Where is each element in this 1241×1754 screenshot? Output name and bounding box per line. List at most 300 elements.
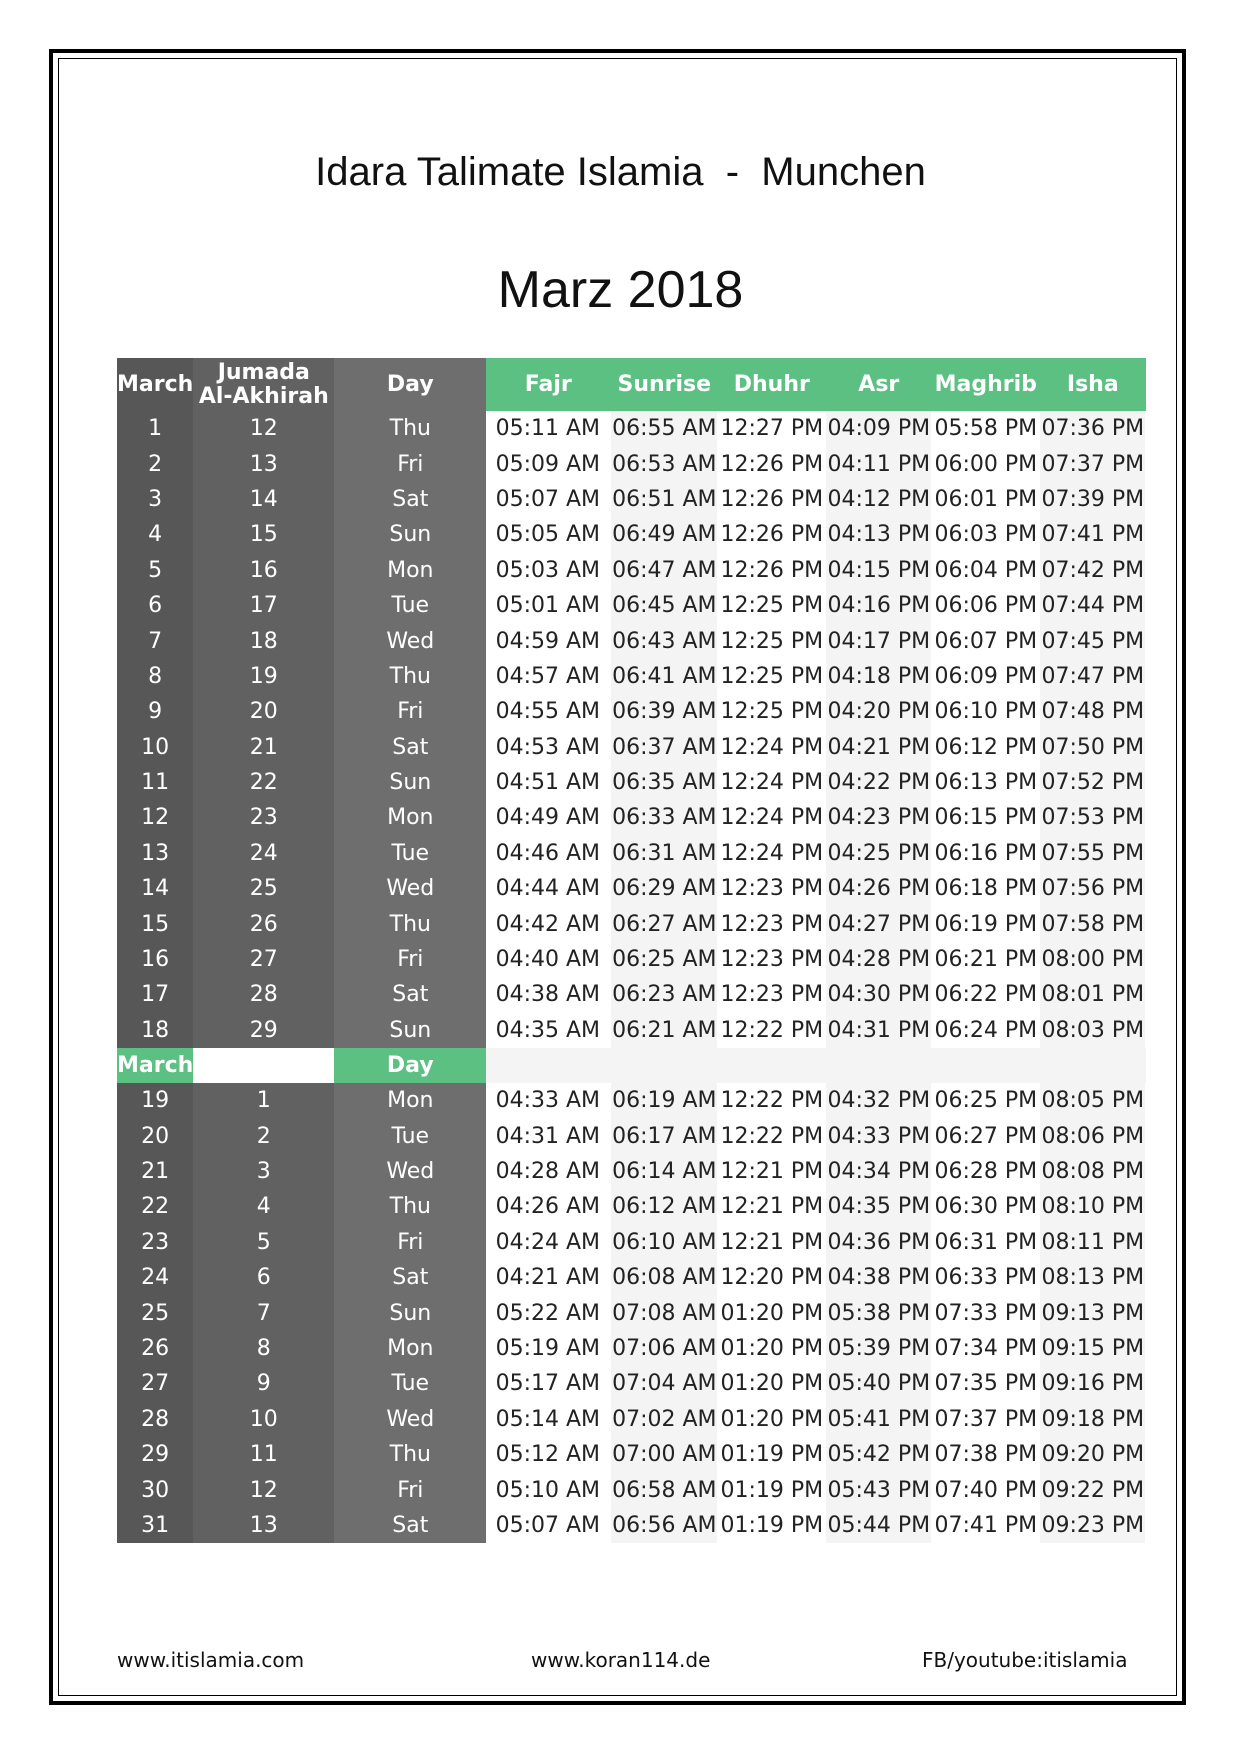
table-row xyxy=(117,1437,1146,1472)
cell-gregorian-date: 9 xyxy=(117,694,193,729)
table-subheader-row xyxy=(117,1048,1146,1083)
cell-hijri-date: 15 xyxy=(193,517,334,552)
cell-hijri-date: 18 xyxy=(193,623,334,658)
cell-fajr-time: 04:46 AM xyxy=(486,836,610,871)
cell-isha-time: 07:41 PM xyxy=(1039,517,1146,552)
cell-gregorian-date: 19 xyxy=(117,1083,193,1118)
cell-hijri-date: 3 xyxy=(193,1154,334,1189)
cell-isha-time: 08:11 PM xyxy=(1039,1225,1146,1260)
cell-maghrib-time: 07:38 PM xyxy=(932,1437,1039,1472)
table-row xyxy=(117,1331,1146,1366)
cell-fajr-time: 04:38 AM xyxy=(486,977,610,1012)
cell-gregorian-date: 25 xyxy=(117,1295,193,1330)
header-asr: Asr xyxy=(825,358,932,411)
cell-weekday: Tue xyxy=(334,588,486,623)
cell-asr-time: 04:18 PM xyxy=(825,659,932,694)
table-subheader xyxy=(117,1048,1146,1083)
table-row xyxy=(117,1225,1146,1260)
table-row xyxy=(117,588,1146,623)
cell-asr-time: 05:44 PM xyxy=(825,1508,932,1543)
table-row xyxy=(117,553,1146,588)
cell-isha-time: 07:45 PM xyxy=(1039,623,1146,658)
cell-gregorian-date: 11 xyxy=(117,765,193,800)
cell-dhuhr-time: 12:24 PM xyxy=(718,765,825,800)
cell-hijri-date: 19 xyxy=(193,659,334,694)
cell-hijri-date: 26 xyxy=(193,906,334,941)
cell-dhuhr-time: 12:23 PM xyxy=(718,942,825,977)
cell-sunrise-time: 07:06 AM xyxy=(610,1331,718,1366)
cell-hijri-date: 13 xyxy=(193,1508,334,1543)
cell-dhuhr-time: 12:23 PM xyxy=(718,977,825,1012)
subheader-day: Day xyxy=(334,1048,486,1083)
cell-weekday: Thu xyxy=(334,659,486,694)
subheader-blank xyxy=(825,1048,932,1083)
cell-maghrib-time: 06:03 PM xyxy=(932,517,1039,552)
cell-dhuhr-time: 12:27 PM xyxy=(718,411,825,446)
cell-maghrib-time: 07:40 PM xyxy=(932,1472,1039,1507)
cell-asr-time: 04:36 PM xyxy=(825,1225,932,1260)
cell-dhuhr-time: 12:23 PM xyxy=(718,906,825,941)
table-row xyxy=(117,623,1146,658)
cell-sunrise-time: 06:37 AM xyxy=(610,730,718,765)
cell-gregorian-date: 5 xyxy=(117,553,193,588)
header-day: Day xyxy=(334,358,486,411)
cell-dhuhr-time: 01:20 PM xyxy=(718,1295,825,1330)
table-row xyxy=(117,1366,1146,1401)
cell-maghrib-time: 06:19 PM xyxy=(932,906,1039,941)
table-row xyxy=(117,1508,1146,1543)
cell-maghrib-time: 06:28 PM xyxy=(932,1154,1039,1189)
organization-title: Idara Talimate Islamia - Munchen xyxy=(315,150,926,194)
cell-weekday: Sun xyxy=(334,765,486,800)
cell-sunrise-time: 06:31 AM xyxy=(610,836,718,871)
cell-dhuhr-time: 12:25 PM xyxy=(718,588,825,623)
cell-gregorian-date: 28 xyxy=(117,1402,193,1437)
cell-fajr-time: 04:24 AM xyxy=(486,1225,610,1260)
cell-gregorian-date: 1 xyxy=(117,411,193,446)
table-row xyxy=(117,1472,1146,1507)
cell-maghrib-time: 06:06 PM xyxy=(932,588,1039,623)
cell-isha-time: 07:47 PM xyxy=(1039,659,1146,694)
cell-gregorian-date: 4 xyxy=(117,517,193,552)
cell-dhuhr-time: 01:19 PM xyxy=(718,1437,825,1472)
cell-dhuhr-time: 12:26 PM xyxy=(718,446,825,481)
cell-asr-time: 04:33 PM xyxy=(825,1118,932,1153)
cell-sunrise-time: 06:10 AM xyxy=(610,1225,718,1260)
cell-gregorian-date: 30 xyxy=(117,1472,193,1507)
cell-fajr-time: 04:33 AM xyxy=(486,1083,610,1118)
subheader-blank xyxy=(718,1048,825,1083)
cell-isha-time: 07:39 PM xyxy=(1039,482,1146,517)
cell-weekday: Wed xyxy=(334,1402,486,1437)
cell-sunrise-time: 07:04 AM xyxy=(610,1366,718,1401)
cell-sunrise-time: 06:23 AM xyxy=(610,977,718,1012)
cell-hijri-date: 7 xyxy=(193,1295,334,1330)
cell-dhuhr-time: 12:22 PM xyxy=(718,1083,825,1118)
cell-isha-time: 09:15 PM xyxy=(1039,1331,1146,1366)
cell-dhuhr-time: 12:25 PM xyxy=(718,694,825,729)
cell-sunrise-time: 06:58 AM xyxy=(610,1472,718,1507)
cell-weekday: Thu xyxy=(334,1189,486,1224)
cell-maghrib-time: 06:22 PM xyxy=(932,977,1039,1012)
table-row xyxy=(117,694,1146,729)
cell-isha-time: 09:20 PM xyxy=(1039,1437,1146,1472)
cell-asr-time: 04:13 PM xyxy=(825,517,932,552)
footer-website-left: www.itislamia.com xyxy=(117,1648,305,1672)
cell-weekday: Mon xyxy=(334,1083,486,1118)
cell-fajr-time: 04:40 AM xyxy=(486,942,610,977)
cell-dhuhr-time: 12:21 PM xyxy=(718,1154,825,1189)
cell-asr-time: 05:41 PM xyxy=(825,1402,932,1437)
cell-asr-time: 04:16 PM xyxy=(825,588,932,623)
subheader-blank xyxy=(486,1048,610,1083)
subheader-blank xyxy=(932,1048,1039,1083)
cell-weekday: Tue xyxy=(334,1366,486,1401)
footer-website-center: www.koran114.de xyxy=(531,1648,711,1672)
cell-maghrib-time: 06:18 PM xyxy=(932,871,1039,906)
cell-weekday: Fri xyxy=(334,446,486,481)
cell-asr-time: 04:38 PM xyxy=(825,1260,932,1295)
table-row xyxy=(117,942,1146,977)
cell-sunrise-time: 06:19 AM xyxy=(610,1083,718,1118)
subheader-blank xyxy=(610,1048,718,1083)
cell-gregorian-date: 7 xyxy=(117,623,193,658)
cell-hijri-date: 2 xyxy=(193,1118,334,1153)
cell-gregorian-date: 13 xyxy=(117,836,193,871)
table-row xyxy=(117,1118,1146,1153)
cell-fajr-time: 04:59 AM xyxy=(486,623,610,658)
cell-sunrise-time: 07:00 AM xyxy=(610,1437,718,1472)
cell-fajr-time: 05:17 AM xyxy=(486,1366,610,1401)
cell-isha-time: 08:05 PM xyxy=(1039,1083,1146,1118)
cell-asr-time: 04:11 PM xyxy=(825,446,932,481)
cell-fajr-time: 04:21 AM xyxy=(486,1260,610,1295)
cell-maghrib-time: 07:37 PM xyxy=(932,1402,1039,1437)
cell-hijri-date: 4 xyxy=(193,1189,334,1224)
cell-sunrise-time: 07:02 AM xyxy=(610,1402,718,1437)
cell-fajr-time: 04:51 AM xyxy=(486,765,610,800)
cell-fajr-time: 04:42 AM xyxy=(486,906,610,941)
cell-dhuhr-time: 01:19 PM xyxy=(718,1472,825,1507)
header-gregorian-month: March xyxy=(117,358,193,411)
cell-gregorian-date: 31 xyxy=(117,1508,193,1543)
table-row xyxy=(117,906,1146,941)
table-row xyxy=(117,1260,1146,1295)
cell-weekday: Wed xyxy=(334,623,486,658)
cell-hijri-date: 6 xyxy=(193,1260,334,1295)
table-row xyxy=(117,446,1146,481)
cell-hijri-date: 12 xyxy=(193,1472,334,1507)
cell-sunrise-time: 06:35 AM xyxy=(610,765,718,800)
cell-weekday: Fri xyxy=(334,1472,486,1507)
cell-sunrise-time: 07:08 AM xyxy=(610,1295,718,1330)
cell-dhuhr-time: 01:19 PM xyxy=(718,1508,825,1543)
cell-dhuhr-time: 12:21 PM xyxy=(718,1189,825,1224)
cell-sunrise-time: 06:47 AM xyxy=(610,553,718,588)
cell-isha-time: 07:50 PM xyxy=(1039,730,1146,765)
cell-hijri-date: 16 xyxy=(193,553,334,588)
cell-gregorian-date: 15 xyxy=(117,906,193,941)
cell-weekday: Sat xyxy=(334,730,486,765)
header-dhuhr: Dhuhr xyxy=(718,358,825,411)
cell-dhuhr-time: 12:25 PM xyxy=(718,659,825,694)
cell-hijri-date: 13 xyxy=(193,446,334,481)
cell-isha-time: 09:18 PM xyxy=(1039,1402,1146,1437)
table-row xyxy=(117,800,1146,835)
cell-asr-time: 04:28 PM xyxy=(825,942,932,977)
cell-maghrib-time: 07:33 PM xyxy=(932,1295,1039,1330)
cell-hijri-date: 22 xyxy=(193,765,334,800)
cell-hijri-date: 23 xyxy=(193,800,334,835)
table-row xyxy=(117,411,1146,446)
table-row xyxy=(117,765,1146,800)
cell-weekday: Sun xyxy=(334,517,486,552)
cell-isha-time: 07:58 PM xyxy=(1039,906,1146,941)
header-isha: Isha xyxy=(1039,358,1146,411)
cell-hijri-date: 20 xyxy=(193,694,334,729)
cell-maghrib-time: 06:12 PM xyxy=(932,730,1039,765)
cell-gregorian-date: 20 xyxy=(117,1118,193,1153)
cell-maghrib-time: 07:41 PM xyxy=(932,1508,1039,1543)
table-row xyxy=(117,977,1146,1012)
cell-fajr-time: 04:35 AM xyxy=(486,1013,610,1048)
cell-asr-time: 04:21 PM xyxy=(825,730,932,765)
cell-asr-time: 04:34 PM xyxy=(825,1154,932,1189)
cell-dhuhr-time: 12:22 PM xyxy=(718,1118,825,1153)
cell-maghrib-time: 06:31 PM xyxy=(932,1225,1039,1260)
cell-gregorian-date: 23 xyxy=(117,1225,193,1260)
cell-asr-time: 04:32 PM xyxy=(825,1083,932,1118)
cell-fajr-time: 05:05 AM xyxy=(486,517,610,552)
cell-sunrise-time: 06:14 AM xyxy=(610,1154,718,1189)
table-row xyxy=(117,1083,1146,1118)
cell-asr-time: 04:31 PM xyxy=(825,1013,932,1048)
table-row xyxy=(117,659,1146,694)
cell-fajr-time: 05:19 AM xyxy=(486,1331,610,1366)
cell-weekday: Mon xyxy=(334,553,486,588)
cell-fajr-time: 05:07 AM xyxy=(486,1508,610,1543)
cell-hijri-date: 25 xyxy=(193,871,334,906)
cell-sunrise-time: 06:49 AM xyxy=(610,517,718,552)
cell-hijri-date: 29 xyxy=(193,1013,334,1048)
cell-isha-time: 09:13 PM xyxy=(1039,1295,1146,1330)
cell-asr-time: 04:12 PM xyxy=(825,482,932,517)
cell-fajr-time: 05:07 AM xyxy=(486,482,610,517)
cell-weekday: Fri xyxy=(334,942,486,977)
cell-isha-time: 07:53 PM xyxy=(1039,800,1146,835)
cell-hijri-date: 21 xyxy=(193,730,334,765)
table-header-row xyxy=(117,358,1146,411)
cell-hijri-date: 28 xyxy=(193,977,334,1012)
cell-dhuhr-time: 12:24 PM xyxy=(718,730,825,765)
cell-sunrise-time: 06:33 AM xyxy=(610,800,718,835)
table-row xyxy=(117,517,1146,552)
cell-gregorian-date: 24 xyxy=(117,1260,193,1295)
table-body-second-half xyxy=(117,1083,1146,1543)
cell-dhuhr-time: 12:26 PM xyxy=(718,482,825,517)
cell-gregorian-date: 18 xyxy=(117,1013,193,1048)
cell-weekday: Sat xyxy=(334,1508,486,1543)
cell-isha-time: 07:44 PM xyxy=(1039,588,1146,623)
cell-dhuhr-time: 12:26 PM xyxy=(718,517,825,552)
cell-fajr-time: 05:01 AM xyxy=(486,588,610,623)
table-row xyxy=(117,1295,1146,1330)
cell-isha-time: 07:56 PM xyxy=(1039,871,1146,906)
cell-sunrise-time: 06:55 AM xyxy=(610,411,718,446)
cell-maghrib-time: 06:24 PM xyxy=(932,1013,1039,1048)
table-row xyxy=(117,1154,1146,1189)
cell-dhuhr-time: 01:20 PM xyxy=(718,1331,825,1366)
cell-sunrise-time: 06:12 AM xyxy=(610,1189,718,1224)
cell-sunrise-time: 06:21 AM xyxy=(610,1013,718,1048)
cell-fajr-time: 04:31 AM xyxy=(486,1118,610,1153)
cell-maghrib-time: 06:04 PM xyxy=(932,553,1039,588)
cell-asr-time: 05:39 PM xyxy=(825,1331,932,1366)
cell-weekday: Fri xyxy=(334,694,486,729)
cell-asr-time: 04:22 PM xyxy=(825,765,932,800)
cell-isha-time: 08:08 PM xyxy=(1039,1154,1146,1189)
cell-weekday: Tue xyxy=(334,836,486,871)
prayer-times-table xyxy=(117,358,1147,1543)
cell-hijri-date: 27 xyxy=(193,942,334,977)
cell-weekday: Sun xyxy=(334,1295,486,1330)
cell-sunrise-time: 06:27 AM xyxy=(610,906,718,941)
cell-isha-time: 08:03 PM xyxy=(1039,1013,1146,1048)
cell-gregorian-date: 14 xyxy=(117,871,193,906)
table-row xyxy=(117,1402,1146,1437)
cell-gregorian-date: 6 xyxy=(117,588,193,623)
cell-weekday: Mon xyxy=(334,800,486,835)
cell-gregorian-date: 27 xyxy=(117,1366,193,1401)
cell-hijri-date: 5 xyxy=(193,1225,334,1260)
table-row xyxy=(117,1189,1146,1224)
cell-hijri-date: 10 xyxy=(193,1402,334,1437)
cell-fajr-time: 04:49 AM xyxy=(486,800,610,835)
cell-weekday: Tue xyxy=(334,1118,486,1153)
cell-isha-time: 07:55 PM xyxy=(1039,836,1146,871)
cell-hijri-date: 11 xyxy=(193,1437,334,1472)
cell-weekday: Sun xyxy=(334,1013,486,1048)
cell-hijri-date: 9 xyxy=(193,1366,334,1401)
cell-maghrib-time: 06:15 PM xyxy=(932,800,1039,835)
cell-sunrise-time: 06:17 AM xyxy=(610,1118,718,1153)
table-body-first-half xyxy=(117,411,1146,1048)
cell-weekday: Wed xyxy=(334,1154,486,1189)
cell-asr-time: 04:15 PM xyxy=(825,553,932,588)
cell-sunrise-time: 06:53 AM xyxy=(610,446,718,481)
cell-maghrib-time: 06:07 PM xyxy=(932,623,1039,658)
cell-asr-time: 05:43 PM xyxy=(825,1472,932,1507)
cell-isha-time: 07:52 PM xyxy=(1039,765,1146,800)
cell-isha-time: 08:00 PM xyxy=(1039,942,1146,977)
header-hijri-month: Jumada Al-Akhirah xyxy=(193,358,334,411)
footer-social: FB/youtube:itislamia xyxy=(922,1648,1128,1672)
cell-fajr-time: 05:14 AM xyxy=(486,1402,610,1437)
cell-fajr-time: 05:10 AM xyxy=(486,1472,610,1507)
cell-maghrib-time: 06:25 PM xyxy=(932,1083,1039,1118)
cell-sunrise-time: 06:41 AM xyxy=(610,659,718,694)
cell-weekday: Thu xyxy=(334,1437,486,1472)
table-row xyxy=(117,482,1146,517)
cell-dhuhr-time: 12:24 PM xyxy=(718,800,825,835)
cell-maghrib-time: 06:21 PM xyxy=(932,942,1039,977)
cell-gregorian-date: 10 xyxy=(117,730,193,765)
cell-dhuhr-time: 12:24 PM xyxy=(718,836,825,871)
cell-fajr-time: 04:53 AM xyxy=(486,730,610,765)
table-row xyxy=(117,730,1146,765)
cell-asr-time: 04:09 PM xyxy=(825,411,932,446)
cell-isha-time: 09:23 PM xyxy=(1039,1508,1146,1543)
cell-weekday: Mon xyxy=(334,1331,486,1366)
cell-isha-time: 07:36 PM xyxy=(1039,411,1146,446)
cell-fajr-time: 04:44 AM xyxy=(486,871,610,906)
cell-fajr-time: 05:03 AM xyxy=(486,553,610,588)
cell-isha-time: 08:01 PM xyxy=(1039,977,1146,1012)
cell-dhuhr-time: 01:20 PM xyxy=(718,1366,825,1401)
cell-dhuhr-time: 12:21 PM xyxy=(718,1225,825,1260)
cell-hijri-date: 24 xyxy=(193,836,334,871)
cell-asr-time: 05:40 PM xyxy=(825,1366,932,1401)
cell-maghrib-time: 07:35 PM xyxy=(932,1366,1039,1401)
cell-dhuhr-time: 12:22 PM xyxy=(718,1013,825,1048)
cell-isha-time: 09:22 PM xyxy=(1039,1472,1146,1507)
cell-hijri-date: 8 xyxy=(193,1331,334,1366)
cell-fajr-time: 04:26 AM xyxy=(486,1189,610,1224)
cell-asr-time: 04:30 PM xyxy=(825,977,932,1012)
cell-sunrise-time: 06:39 AM xyxy=(610,694,718,729)
cell-maghrib-time: 06:00 PM xyxy=(932,446,1039,481)
cell-maghrib-time: 06:27 PM xyxy=(932,1118,1039,1153)
cell-maghrib-time: 06:09 PM xyxy=(932,659,1039,694)
subheader-hijri-month xyxy=(193,1048,334,1083)
cell-fajr-time: 04:57 AM xyxy=(486,659,610,694)
cell-maghrib-time: 07:34 PM xyxy=(932,1331,1039,1366)
subheader-blank xyxy=(1039,1048,1146,1083)
cell-sunrise-time: 06:29 AM xyxy=(610,871,718,906)
cell-maghrib-time: 06:13 PM xyxy=(932,765,1039,800)
cell-dhuhr-time: 01:20 PM xyxy=(718,1402,825,1437)
cell-maghrib-time: 06:30 PM xyxy=(932,1189,1039,1224)
cell-isha-time: 07:48 PM xyxy=(1039,694,1146,729)
cell-fajr-time: 04:55 AM xyxy=(486,694,610,729)
cell-sunrise-time: 06:43 AM xyxy=(610,623,718,658)
cell-gregorian-date: 29 xyxy=(117,1437,193,1472)
cell-asr-time: 04:25 PM xyxy=(825,836,932,871)
cell-hijri-date: 17 xyxy=(193,588,334,623)
cell-sunrise-time: 06:45 AM xyxy=(610,588,718,623)
cell-sunrise-time: 06:08 AM xyxy=(610,1260,718,1295)
cell-fajr-time: 05:22 AM xyxy=(486,1295,610,1330)
cell-asr-time: 05:42 PM xyxy=(825,1437,932,1472)
cell-maghrib-time: 06:16 PM xyxy=(932,836,1039,871)
cell-sunrise-time: 06:25 AM xyxy=(610,942,718,977)
cell-gregorian-date: 22 xyxy=(117,1189,193,1224)
cell-isha-time: 08:10 PM xyxy=(1039,1189,1146,1224)
cell-weekday: Sat xyxy=(334,1260,486,1295)
cell-asr-time: 04:35 PM xyxy=(825,1189,932,1224)
cell-maghrib-time: 06:10 PM xyxy=(932,694,1039,729)
cell-gregorian-date: 3 xyxy=(117,482,193,517)
cell-fajr-time: 05:12 AM xyxy=(486,1437,610,1472)
cell-asr-time: 04:26 PM xyxy=(825,871,932,906)
cell-isha-time: 09:16 PM xyxy=(1039,1366,1146,1401)
cell-fajr-time: 05:09 AM xyxy=(486,446,610,481)
cell-dhuhr-time: 12:20 PM xyxy=(718,1260,825,1295)
table-row xyxy=(117,1013,1146,1048)
cell-maghrib-time: 06:01 PM xyxy=(932,482,1039,517)
cell-maghrib-time: 05:58 PM xyxy=(932,411,1039,446)
cell-isha-time: 08:06 PM xyxy=(1039,1118,1146,1153)
